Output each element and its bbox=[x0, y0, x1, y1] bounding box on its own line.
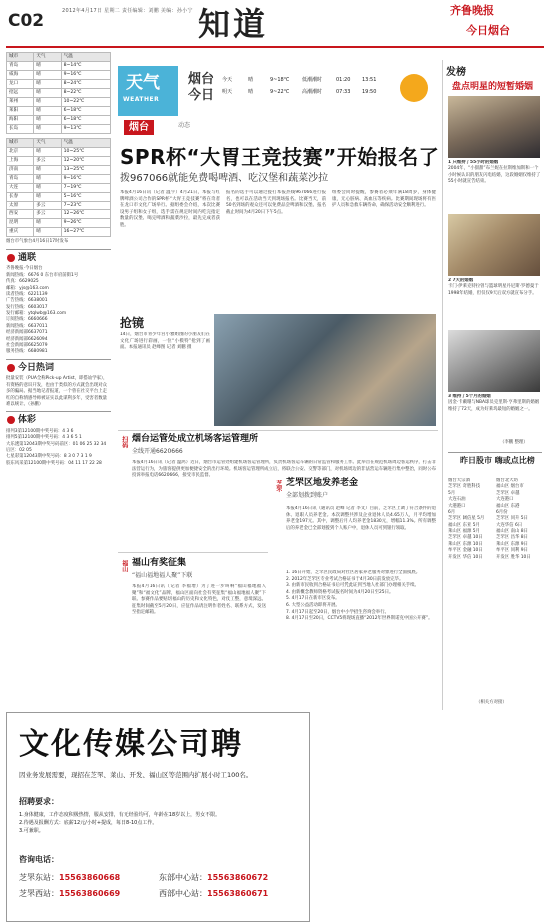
tide-time: 07:33 bbox=[336, 88, 351, 95]
table-cell: 6~18℃ bbox=[61, 115, 110, 124]
news-photo bbox=[214, 314, 436, 426]
tide-label: 低潮潮时 bbox=[302, 76, 323, 83]
table-header: 城市 bbox=[7, 53, 34, 62]
list-item: 大连石油 bbox=[448, 497, 466, 503]
table-cell: 晴 bbox=[34, 174, 61, 183]
hot-words-title: 今日热词 bbox=[6, 363, 111, 375]
biz-list-right bbox=[496, 478, 542, 698]
phone-number: 15563860671 bbox=[207, 889, 269, 899]
list-item: 4. 由新概念教师资格考试报名时间为4月20日至25日。 bbox=[286, 589, 394, 595]
section-title: 知道 bbox=[198, 5, 269, 43]
list-item: 芝罘区 卓越 bbox=[496, 490, 520, 496]
list-item: 莱山区 东源 9日 bbox=[496, 541, 528, 547]
biz-title: 昨日股市 嗨或点比榜 bbox=[460, 456, 535, 465]
table-cell: 晴 bbox=[34, 88, 61, 97]
table-header: 气温 bbox=[61, 138, 110, 147]
table-header: 天气 bbox=[34, 138, 61, 147]
gossip-title: 盘点明星的短暂婚姻 bbox=[452, 82, 534, 92]
table-row bbox=[7, 228, 111, 237]
list-item: 社会新闻部6625079 bbox=[6, 342, 48, 348]
list-item: 大乐透第12043期中奖号码前区：01 06 25 32 34 后区：02 05 bbox=[6, 441, 107, 454]
list-item: 大连华信 6日 bbox=[496, 522, 523, 528]
phone-area: 芝罘西站： bbox=[19, 889, 59, 899]
table-cell: 莱州 bbox=[7, 97, 34, 106]
table-row bbox=[7, 88, 111, 97]
table-cell: 晴 bbox=[34, 228, 61, 237]
list-item: 订阅热线：6660666 bbox=[6, 317, 48, 323]
sun-icon bbox=[400, 74, 428, 102]
table-cell: 晴 bbox=[34, 192, 61, 201]
story3-subhead: “福山福地福人聚”下联 bbox=[132, 572, 193, 579]
list-item: 福山区 东港 bbox=[496, 503, 520, 509]
list-item: 大连港口 bbox=[496, 497, 514, 503]
list-item: 胶东风采第12100期中奖号码：04 11 17 22 28 bbox=[6, 460, 102, 466]
table-cell: 晴 bbox=[34, 165, 61, 174]
phone-area: 西部中心站： bbox=[159, 889, 207, 899]
biz-list-left bbox=[448, 478, 492, 698]
item-text: 因金·卡戴珊与NBA球员克里斯·亨弗里斯的婚姻维持了72天，成为好莱坞最短的婚姻之一。 bbox=[448, 400, 540, 412]
list-item: 大港港口 bbox=[448, 503, 466, 509]
item-title: 只维持了55小时的婚姻 bbox=[452, 160, 499, 165]
table-cell: 龙口 bbox=[7, 79, 34, 88]
list-item: 经济新闻部6626094 bbox=[6, 336, 48, 342]
item-title: 维持了5个月的婚姻 bbox=[452, 394, 491, 399]
table-cell: 12~26℃ bbox=[61, 210, 110, 219]
table-row bbox=[7, 115, 111, 124]
table-cell: 济南 bbox=[7, 165, 34, 174]
list-item: 3.可兼职。 bbox=[19, 828, 44, 834]
table-cell: 大连 bbox=[7, 183, 34, 192]
list-item: 开发区 华信 10日 bbox=[448, 554, 483, 560]
table-cell: 晴 bbox=[34, 61, 61, 70]
list-item: 8. 4月17日至20日，CCTV5将现场直播“2012年世界斯诺克中国公开赛”。 bbox=[286, 616, 433, 622]
table-cell: 晴 bbox=[34, 79, 61, 88]
table-cell: 8~14℃ bbox=[61, 61, 110, 70]
story3-body: 本报4月16日讯（记者 李福增）为了进一步叫响“福山福地福人聚”和“福文化”品牌，福山区面向社会有奖征集“福山福地福人聚”下联。参赛作品要贴切福山的历史和文化特色，对仗工整，意境深远。征集时间截至5月20日，应征作品请注明作者姓名、联系方式，发送至指定邮箱。 bbox=[132, 584, 266, 616]
list-item: 1. 16日开始，芝罘区民政局对社区居家养老服务对象进行全面摸底。 bbox=[286, 570, 421, 575]
table-row bbox=[7, 124, 111, 133]
list-item: 七星彩第12043期中奖号码：8 3 0 7 3 1 9 bbox=[6, 454, 92, 460]
table-cell: 12~20℃ bbox=[61, 156, 110, 165]
weather-forecast bbox=[222, 74, 390, 98]
table-cell: 9~16℃ bbox=[61, 70, 110, 79]
forecast-today bbox=[222, 74, 390, 86]
forecast-tomorrow bbox=[222, 86, 390, 98]
table-cell: 8~22℃ bbox=[61, 88, 110, 97]
table-row bbox=[7, 97, 111, 106]
table-cell: 上海 bbox=[7, 156, 34, 165]
star-photo-1 bbox=[448, 96, 540, 158]
table-cell: 重庆 bbox=[7, 228, 34, 237]
table-cell: 昆明 bbox=[7, 219, 34, 228]
tongxun-list bbox=[6, 266, 111, 355]
lottery-title: 体彩 bbox=[6, 415, 111, 427]
table-cell: 多云 bbox=[34, 156, 61, 165]
list-item: 排列3第12100期中奖号码：4 3 6 bbox=[6, 428, 74, 434]
story2-subhead: 全线开通6620666 bbox=[132, 448, 183, 455]
list-item: 莱山区 福源 5月 bbox=[448, 529, 480, 534]
table-row bbox=[7, 165, 111, 174]
paper-logo: 齐鲁晚报 bbox=[450, 4, 494, 17]
weather-city-sub: 今日 bbox=[188, 87, 215, 103]
item-text: 卡门·伊莱克特拉曾与篮球明星丹尼斯·罗德曼于1998年结婚，但仅仅9天后双方就宣布分手。 bbox=[448, 284, 539, 296]
list-item: 齐鲁晚报·今日烟台 bbox=[6, 266, 43, 272]
story4-tag: 芝罘 bbox=[274, 480, 282, 492]
gossip-item-1 bbox=[448, 160, 542, 212]
weather-city bbox=[188, 72, 214, 103]
table-cell: 10~25℃ bbox=[61, 147, 110, 156]
list-item: 5. 4月17日在新市区发布。 bbox=[286, 596, 340, 602]
story4-subhead: 全部划拨到账户 bbox=[286, 492, 329, 499]
list-item: 2.待遇及报酬方式：底薪12元/小时+提成，每日8-10点工作。 bbox=[19, 820, 158, 826]
list-item: 牟平区 同利 9日 bbox=[496, 548, 528, 554]
table-cell: 晴 bbox=[34, 124, 61, 133]
ad-contact-title: 咨询电话： bbox=[19, 855, 59, 864]
table-cell: 晴 bbox=[34, 219, 61, 228]
photo-title: 抢镜 bbox=[120, 316, 145, 330]
story4-headline: 芝罘区地发养老金 bbox=[286, 478, 359, 488]
phone-entry bbox=[19, 873, 159, 883]
article-col-1: 本报4月16日讯（记者 温宇）4月21日，本报与红牌啤酒公司合作的SPR杯“大胃王竞技赛”将在奇者在龙口市文化广场举行。据组委会介绍，本次比赛设男子组和女子组，选手需在规定时间内吃完指定数量的汉堡、喝完啤酒和蔬菜沙拉，最先完成者获胜。 bbox=[120, 190, 220, 229]
table-row bbox=[7, 219, 111, 228]
table-cell: 长岛 bbox=[7, 124, 34, 133]
phone-area: 东部中心站： bbox=[159, 873, 207, 882]
job-advert bbox=[6, 712, 310, 922]
table-cell: 莱阳 bbox=[7, 106, 34, 115]
item-no: 1 bbox=[448, 160, 452, 165]
ad-intro: 因业务发展需要，现招在芝罘、莱山、开发、福山区等范围内扩展小时工100名。 bbox=[19, 771, 253, 779]
forecast-desc: 晴 bbox=[248, 76, 254, 83]
item-no: 3 bbox=[448, 394, 452, 399]
weather-table-local bbox=[6, 52, 111, 134]
forecast-day: 今天 bbox=[222, 76, 233, 83]
hot-words-text: 批量安装（PUA全称Pick-up Artist，即搭讪学家），有资格的意识开发，也由于类似的方式就会出现对众多的骗局。据当地记者报道，一个曾在社交平台上走红的自称情感导师被证实以此谋利多年，受害者数量难以统计。（孙鹏） bbox=[6, 376, 108, 407]
table-cell: 16~27℃ bbox=[61, 228, 110, 237]
weather-label-en: WEATHER bbox=[123, 96, 160, 103]
ad-requirements bbox=[19, 811, 303, 835]
phone-entry bbox=[19, 889, 159, 899]
item-no: 2 bbox=[448, 278, 452, 283]
table-cell: 9~26℃ bbox=[61, 219, 110, 228]
list-item: 读者热线：6221139 bbox=[6, 291, 48, 297]
table-row bbox=[7, 106, 111, 115]
gossip-credit: （李鹏 整理） bbox=[500, 440, 528, 445]
table-header: 气温 bbox=[61, 53, 110, 62]
item-title: 7天的婚姻 bbox=[452, 278, 474, 283]
list-item: 发行热线：6603017 bbox=[6, 304, 48, 310]
table-row bbox=[7, 174, 111, 183]
ad-headline: 文化传媒公司聘 bbox=[19, 727, 243, 762]
table-row bbox=[7, 147, 111, 156]
star-photo-2 bbox=[448, 214, 540, 276]
forecast-temp: 9~22℃ bbox=[270, 88, 290, 95]
main-headline: SPR杯“大胃王竞技赛”开始报名了 bbox=[120, 145, 440, 169]
tide-time: 01:20 bbox=[336, 76, 351, 83]
ad-phones bbox=[19, 873, 309, 906]
list-item: 排列5第12100期中奖号码：4 3 6 5 1 bbox=[6, 435, 82, 441]
gossip-item-2 bbox=[448, 278, 542, 328]
phone-area: 芝罘东站： bbox=[19, 873, 59, 882]
table-row bbox=[7, 70, 111, 79]
story2-body: 本报4月16日讯（记者 温鸿）近日，烟台市运管处组建机场客运管理所，负责机场客运车辆的日常监管和服务工作。此举旨在规范机场周边客运秩序，打击非法营运行为，为旅客提供更加便捷安全的出行环境。机场客运管理所成立后，将联合公安、交警等部门，对机场周边的非法营运车辆进行集中整治，同时公布投诉举报电话6620666，接受市民监督。 bbox=[132, 460, 436, 479]
table-cell: 太原 bbox=[7, 201, 34, 210]
table-cell: 威海 bbox=[7, 70, 34, 79]
list-item: 福山区 东亚 5月 bbox=[448, 522, 480, 528]
table-cell: 10~22℃ bbox=[61, 97, 110, 106]
story4-body: 本报4月16日讯（通讯员 赵峰 记者 李文）目前，芝罘区上调了符合条件的退休、退职人员养老金。本次调整共涉及企业退休人员4.65万人，月平均增加养老金197元。其中，调整后月人均养老金1830元，增幅11.3%。所有调整后的养老金已全部划拨到个人账户中，退休人员可到银行领取。 bbox=[286, 506, 436, 531]
table-cell: 5~16℃ bbox=[61, 192, 110, 201]
table-row bbox=[7, 201, 111, 210]
story3-headline: 福山有奖征集 bbox=[132, 558, 187, 568]
star-photo-3 bbox=[448, 330, 540, 392]
tongxun-title: 通联 bbox=[6, 253, 111, 265]
list-item: 邮箱：yjs@163.com bbox=[6, 285, 49, 291]
list-item: 6. 大型公益活动即将开展。 bbox=[286, 603, 340, 609]
list-item: 传真：6629025 bbox=[6, 279, 39, 285]
header-divider bbox=[6, 46, 544, 48]
list-item: 服务热线：6680981 bbox=[6, 349, 48, 355]
list-item: 福山区 烟台市 bbox=[496, 484, 524, 490]
tide-label: 高潮潮时 bbox=[302, 88, 323, 95]
weather-table-national bbox=[6, 138, 111, 238]
table-cell: 青岛 bbox=[7, 174, 34, 183]
table-cell: 7~23℃ bbox=[61, 201, 110, 210]
phone-entry bbox=[159, 873, 299, 883]
table-cell: 6~18℃ bbox=[61, 106, 110, 115]
list-item: 发行邮箱：ytqlwb@163.com bbox=[6, 311, 67, 317]
tide-time: 13:51 bbox=[362, 76, 377, 83]
list-item: 7. 4月17日起至20日，烟台中小学招生咨询会举行。 bbox=[286, 609, 389, 615]
table-header: 城市 bbox=[7, 138, 34, 147]
table-cell: 晴 bbox=[34, 97, 61, 106]
phone-number: 15563860669 bbox=[59, 889, 121, 899]
table-cell: 海阳 bbox=[7, 115, 34, 124]
item-text: 2004年，“小甜甜”布兰妮在拉斯维加斯和一个小时候认识的朋友闪电结婚，这段婚姻仅维持了55小时就宣告结束。 bbox=[448, 166, 541, 185]
list-item: 经济新闻部6637071 bbox=[6, 330, 48, 336]
weather-city-name: 烟台 bbox=[188, 72, 215, 87]
list-item: 6月 bbox=[448, 509, 456, 515]
list-item: 广告热线：6638001 bbox=[6, 298, 48, 304]
table-header: 天气 bbox=[34, 53, 61, 62]
list-item: 6月份 bbox=[496, 509, 508, 515]
table-cell: 北京 bbox=[7, 147, 34, 156]
table-cell: 9~13℃ bbox=[61, 124, 110, 133]
table-row bbox=[7, 183, 111, 192]
table-cell: 晴 bbox=[34, 70, 61, 79]
table-cell: 13~25℃ bbox=[61, 165, 110, 174]
list-item: 烟台大宗酒 bbox=[448, 478, 470, 483]
list-item: 3. 由新市民收到合格证书后可凭此证到当地人社部门办理相关手续。 bbox=[286, 583, 419, 589]
issue-meta: 2012年4月17日 星期二 责任编辑：刘鹏 美编：孙小宁 bbox=[62, 8, 193, 14]
table-cell: 晴 bbox=[34, 115, 61, 124]
left-column bbox=[6, 52, 111, 467]
fabang-title: 发榜 bbox=[446, 67, 466, 78]
gossip-item-3 bbox=[448, 394, 542, 438]
table-cell: 9~16℃ bbox=[61, 174, 110, 183]
table-row bbox=[7, 192, 111, 201]
phone-entry bbox=[159, 889, 299, 899]
list-item: 新闻热线：6676 0 东台市府前街1号 bbox=[6, 272, 79, 278]
list-item: 芝罘区 阔信星 5月 bbox=[448, 516, 485, 522]
section-tag: 烟台 bbox=[124, 120, 154, 135]
table-row bbox=[7, 156, 111, 165]
table-cell: 多云 bbox=[34, 210, 61, 219]
list-item: 芝罘区 同升 5日 bbox=[496, 516, 528, 522]
table-cell: 7~19℃ bbox=[61, 183, 110, 192]
table-cell: 长春 bbox=[7, 192, 34, 201]
biz-note: （相关方对接） bbox=[476, 700, 507, 705]
table-cell: 招远 bbox=[7, 88, 34, 97]
list-item: 福山区 南山 8日 bbox=[496, 529, 528, 534]
list-item: 芝罘区 卓越 10日 bbox=[448, 535, 483, 541]
main-subhead: 拨967066就能免费喝啤酒、吃汉堡和蔬菜沙拉 bbox=[120, 173, 329, 184]
table-row bbox=[7, 210, 111, 219]
table-row bbox=[7, 61, 111, 70]
phone-number: 15563860672 bbox=[207, 873, 269, 882]
tide-time: 19:50 bbox=[362, 88, 377, 95]
page-number: C02 bbox=[8, 11, 45, 31]
section-tag-sub: 动态 bbox=[178, 122, 191, 129]
list-item: 5月 bbox=[448, 490, 456, 496]
photo-caption: 14日，烟台市青少年宫小雅姐围的小朋友们在文化广场进行彩画，一位“小模特”抢到了画面。本报通讯员 赵峰图 记者 刘鹏 摄 bbox=[120, 332, 210, 351]
story3-tag: 福山 bbox=[120, 560, 128, 572]
list-item: 新闻热线：6637011 bbox=[6, 323, 48, 329]
article-col-2: 报名的选手可以通过拨打本报热线967066进行报名，也可以在活动当天到现场报名。比赛当天，前50名到场的观众还可以免费品尝啤酒和汉堡。报名截止时间为4月20日下午5点。 bbox=[226, 190, 326, 215]
article-col-3: 组委会同时提醒，参赛者必须年满18周岁，身体健康，无心脏病、高血压等疾病。比赛期间现场将有医护人员和急救车辆待命，确保活动安全顺利进行。 bbox=[332, 190, 436, 209]
table-cell: 青岛 bbox=[7, 61, 34, 70]
list-item: 2. 2012年芝罘区专业考试合格证书于4月30日前发放完毕。 bbox=[286, 576, 404, 582]
list-item: 开发区 胜华 10日 bbox=[496, 554, 531, 560]
table-cell: 晴 bbox=[34, 106, 61, 115]
weather-note: 烟台市气象台4月16日17时发布 bbox=[6, 239, 69, 245]
edition-title: 今日烟台 bbox=[466, 24, 510, 37]
list-item: 1.身体健康，工作态度积极热情，服从安排，有无经验均可，年龄在18岁以上，男女不限。 bbox=[19, 812, 221, 818]
lottery-list bbox=[6, 429, 111, 467]
weather-badge bbox=[118, 66, 178, 116]
list-item: 莱山区 东源 10日 bbox=[448, 541, 483, 547]
table-cell: 多云 bbox=[34, 201, 61, 210]
phone-number: 15563860668 bbox=[59, 873, 121, 882]
page-header bbox=[0, 0, 550, 44]
story2-headline: 烟台运管处成立机场客运管理所 bbox=[132, 434, 259, 444]
table-cell: 晴 bbox=[34, 183, 61, 192]
story4-list bbox=[286, 570, 436, 710]
list-item: 烟台北大坊 bbox=[496, 478, 518, 483]
ad-recruit-title: 招聘要求： bbox=[19, 797, 59, 806]
forecast-desc: 晴 bbox=[248, 88, 254, 95]
list-item: 芝罘区 昌华 8日 bbox=[496, 535, 528, 541]
forecast-day: 明天 bbox=[222, 88, 233, 95]
list-item: 芝罘区 奇胜科技 bbox=[448, 484, 481, 490]
list-item: 牟平区 金融 10日 bbox=[448, 548, 483, 554]
table-row bbox=[7, 79, 111, 88]
forecast-temp: 9~18℃ bbox=[270, 76, 290, 83]
weather-label: 天气 bbox=[126, 73, 160, 93]
story2-tag: 扫码 bbox=[120, 436, 128, 448]
table-cell: 晴 bbox=[34, 147, 61, 156]
table-cell: 西安 bbox=[7, 210, 34, 219]
table-cell: 8~24℃ bbox=[61, 79, 110, 88]
